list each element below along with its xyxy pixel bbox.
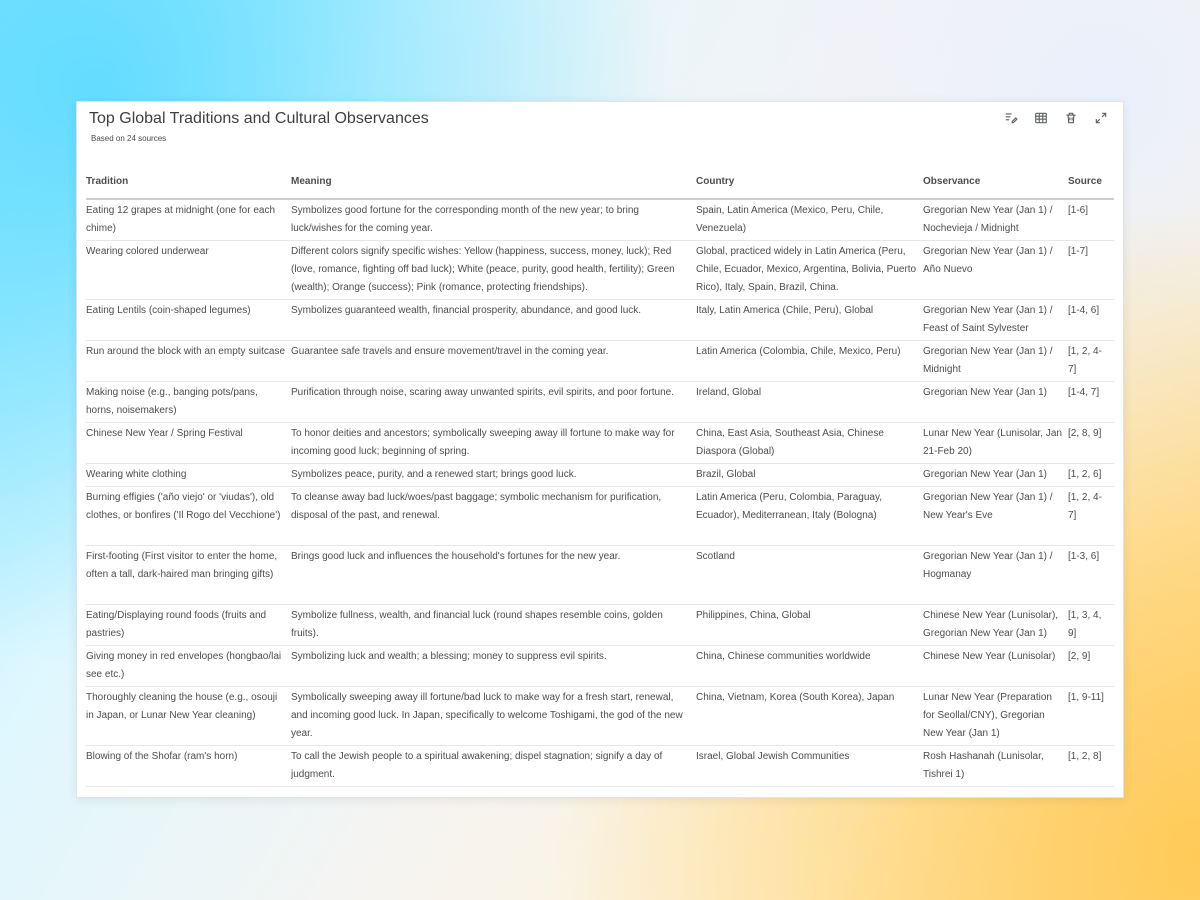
source-cell: [1-7]: [1068, 241, 1114, 300]
observance-cell: Gregorian New Year (Jan 1): [923, 382, 1068, 423]
table-row: [86, 646, 1114, 687]
delete-button[interactable]: [1061, 108, 1081, 128]
expand-icon: [1094, 111, 1108, 125]
table-row: [86, 746, 1114, 787]
tradition-cell: Giving money in red envelopes (hongbao/lai see etc.): [86, 646, 291, 687]
table-icon: [1034, 111, 1048, 125]
country-cell: China, Chinese communities worldwide: [696, 646, 923, 687]
tradition-cell: Burning effigies ('año viejo' or 'viudas'), old clothes, or bonfires ('Il Rogo del Vecchione'): [86, 487, 291, 546]
table-row: [86, 546, 1114, 605]
table-row: [86, 605, 1114, 646]
source-cell: [1-4, 6]: [1068, 300, 1114, 341]
country-cell: Global, practiced widely in Latin America (Peru, Chile, Ecuador, Mexico, Argentina, Bolivia, Puerto Rico), Italy, Spain, Brazil, China.: [696, 241, 923, 300]
observance-cell: Gregorian New Year (Jan 1) / Feast of Saint Sylvester: [923, 300, 1068, 341]
country-cell: Scotland: [696, 546, 923, 605]
source-cell: [1-3, 6]: [1068, 546, 1114, 605]
table-row: [86, 487, 1114, 546]
expand-button[interactable]: [1091, 108, 1111, 128]
source-cell: [1, 2, 4-7]: [1068, 487, 1114, 546]
source-cell: [1-4, 7]: [1068, 382, 1114, 423]
observance-cell: Gregorian New Year (Jan 1) / Hogmanay: [923, 546, 1068, 605]
source-cell: [2, 9]: [1068, 646, 1114, 687]
edit-button[interactable]: [1001, 108, 1021, 128]
panel-toolbar: [1001, 108, 1111, 128]
observance-cell: Gregorian New Year (Jan 1) / Nochevieja / Midnight: [923, 199, 1068, 241]
tradition-cell: Wearing white clothing: [86, 464, 291, 487]
observance-header: Observance: [923, 168, 1068, 199]
source-cell: [1, 9-11]: [1068, 687, 1114, 746]
tradition-cell: Eating/Displaying round foods (fruits and pastries): [86, 605, 291, 646]
country-cell: Philippines, China, Global: [696, 605, 923, 646]
observance-cell: Chinese New Year (Lunisolar): [923, 646, 1068, 687]
source-cell: [1, 2, 4-7]: [1068, 341, 1114, 382]
meaning-cell: Symbolically sweeping away ill fortune/bad luck to make way for a fresh start, renewal, and incoming good luck. In Japan, specifically to welcome Toshigami, the god of the new year.: [291, 687, 696, 746]
edit-icon: [1004, 111, 1018, 125]
tradition-cell: Eating Lentils (coin-shaped legumes): [86, 300, 291, 341]
meaning-cell: Brings good luck and influences the household's fortunes for the new year.: [291, 546, 696, 605]
observance-cell: Lunar New Year (Lunisolar, Jan 21-Feb 20): [923, 423, 1068, 464]
meaning-cell: Symbolizes peace, purity, and a renewed start; brings good luck.: [291, 464, 696, 487]
meaning-cell: Guarantee safe travels and ensure movement/travel in the coming year.: [291, 341, 696, 382]
observance-cell: Chinese New Year (Lunisolar), Gregorian New Year (Jan 1): [923, 605, 1068, 646]
table-row: [86, 199, 1114, 241]
table-row: [86, 423, 1114, 464]
country-cell: Latin America (Peru, Colombia, Paraguay, Ecuador), Mediterranean, Italy (Bologna): [696, 487, 923, 546]
traditions-table-wrap: [86, 168, 1114, 787]
meaning-cell: Symbolizing luck and wealth; a blessing; money to suppress evil spirits.: [291, 646, 696, 687]
meaning-cell: To honor deities and ancestors; symbolically sweeping away ill fortune to make way for incoming good luck; beginning of spring.: [291, 423, 696, 464]
traditions-panel: [76, 101, 1124, 798]
country-cell: Israel, Global Jewish Communities: [696, 746, 923, 787]
meaning-cell: Different colors signify specific wishes: Yellow (happiness, success, money, luck); Red (love, romance, fighting off bad luck); White (peace, purity, good health, fertility); Green (wealth); Orange (success); Pink (romance, protecting friendships).: [291, 241, 696, 300]
table-header-row: [86, 168, 1114, 199]
tradition-cell: First-footing (First visitor to enter the home, often a tall, dark-haired man bringing gifts): [86, 546, 291, 605]
source-cell: [1-6]: [1068, 199, 1114, 241]
table-row: [86, 464, 1114, 487]
country-cell: China, East Asia, Southeast Asia, Chinese Diaspora (Global): [696, 423, 923, 464]
country-cell: China, Vietnam, Korea (South Korea), Japan: [696, 687, 923, 746]
observance-cell: Gregorian New Year (Jan 1) / Midnight: [923, 341, 1068, 382]
observance-cell: Lunar New Year (Preparation for Seollal/CNY), Gregorian New Year (Jan 1): [923, 687, 1068, 746]
source-cell: [1, 3, 4, 9]: [1068, 605, 1114, 646]
page-title: Top Global Traditions and Cultural Observances: [89, 110, 429, 127]
tradition-cell: Run around the block with an empty suitcase: [86, 341, 291, 382]
tradition-cell: Chinese New Year / Spring Festival: [86, 423, 291, 464]
source-cell: [1, 2, 8]: [1068, 746, 1114, 787]
meaning-cell: Symbolizes guaranteed wealth, financial prosperity, abundance, and good luck.: [291, 300, 696, 341]
observance-cell: Gregorian New Year (Jan 1) / Año Nuevo: [923, 241, 1068, 300]
meaning-cell: To cleanse away bad luck/woes/past baggage; symbolic mechanism for purification, disposal of the past, and renewal.: [291, 487, 696, 546]
table-button[interactable]: [1031, 108, 1051, 128]
tradition-cell: Eating 12 grapes at midnight (one for each chime): [86, 199, 291, 241]
observance-cell: Gregorian New Year (Jan 1): [923, 464, 1068, 487]
country-cell: Ireland, Global: [696, 382, 923, 423]
country-cell: Italy, Latin America (Chile, Peru), Global: [696, 300, 923, 341]
tradition-cell: Blowing of the Shofar (ram's horn): [86, 746, 291, 787]
country-cell: Latin America (Colombia, Chile, Mexico, Peru): [696, 341, 923, 382]
source-header: Source: [1068, 168, 1114, 199]
meaning-header: Meaning: [291, 168, 696, 199]
country-header: Country: [696, 168, 923, 199]
source-cell: [1, 2, 6]: [1068, 464, 1114, 487]
observance-cell: Gregorian New Year (Jan 1) / New Year's Eve: [923, 487, 1068, 546]
tradition-header: Tradition: [86, 168, 291, 199]
table-row: [86, 687, 1114, 746]
panel-header: [77, 102, 1123, 163]
country-cell: Spain, Latin America (Mexico, Peru, Chile, Venezuela): [696, 199, 923, 241]
table-row: [86, 300, 1114, 341]
sources-count: Based on 24 sources: [91, 134, 167, 143]
traditions-table: [86, 168, 1114, 787]
meaning-cell: To call the Jewish people to a spiritual awakening; dispel stagnation; signify a day of judgment.: [291, 746, 696, 787]
table-row: [86, 382, 1114, 423]
trash-icon: [1064, 111, 1078, 125]
country-cell: Brazil, Global: [696, 464, 923, 487]
table-row: [86, 241, 1114, 300]
meaning-cell: Purification through noise, scaring away unwanted spirits, evil spirits, and poor fortune.: [291, 382, 696, 423]
tradition-cell: Thoroughly cleaning the house (e.g., osouji in Japan, or Lunar New Year cleaning): [86, 687, 291, 746]
table-row: [86, 341, 1114, 382]
tradition-cell: Making noise (e.g., banging pots/pans, horns, noisemakers): [86, 382, 291, 423]
meaning-cell: Symbolizes good fortune for the corresponding month of the new year; to bring luck/wishes for the coming year.: [291, 199, 696, 241]
source-cell: [2, 8, 9]: [1068, 423, 1114, 464]
observance-cell: Rosh Hashanah (Lunisolar, Tishrei 1): [923, 746, 1068, 787]
meaning-cell: Symbolize fullness, wealth, and financial luck (round shapes resemble coins, golden fruits).: [291, 605, 696, 646]
tradition-cell: Wearing colored underwear: [86, 241, 291, 300]
